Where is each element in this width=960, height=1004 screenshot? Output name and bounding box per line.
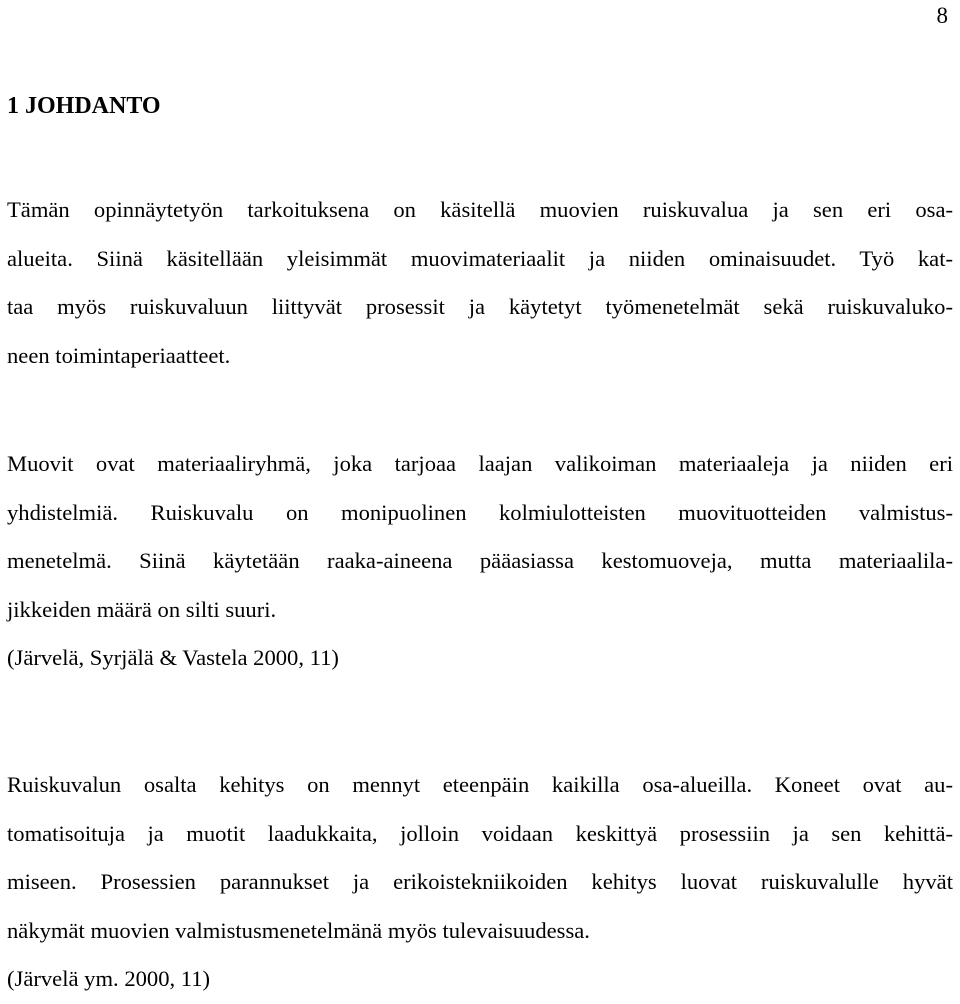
- paragraph-line: Muovit ovat materiaaliryhmä, joka tarjoaa laajan valikoiman materiaaleja ja niiden eri: [7, 451, 953, 476]
- citation: (Järvelä, Syrjälä & Vastela 2000, 11): [7, 645, 339, 671]
- paragraph-line: Ruiskuvalun osalta kehitys on mennyt eteenpäin kaikilla osa-alueilla. Koneet ovat au-: [7, 772, 953, 797]
- page-number: 8: [936, 3, 948, 28]
- paragraph-line: taa myös ruiskuvaluun liittyvät prosessit ja käytetyt työmenetelmät sekä ruiskuvaluko-: [7, 294, 953, 320]
- paragraph-line: tomatisoituja ja muotit laadukkaita, jolloin voidaan keskittyä prosessiin ja sen kehittä-: [7, 820, 953, 846]
- paragraph-development: [7, 761, 953, 1004]
- paragraph-line: yhdistelmiä. Ruiskuvalu on monipuolinen kolmiulotteisten muovituotteiden valmistus-: [7, 499, 953, 525]
- paragraph-line: alueita. Siinä käsitellään yleisimmät muovimateriaalit ja niiden ominaisuudet. Työ kat-: [7, 245, 953, 271]
- paragraph-line: Tämän opinnäytetyön tarkoituksena on käsitellä muovien ruiskuvalua ja sen eri osa-: [7, 197, 953, 222]
- paragraph-line: neen toimintaperiaatteet.: [7, 342, 231, 368]
- chapter-heading: 1 JOHDANTO: [7, 93, 161, 119]
- paragraph-materials: [7, 440, 953, 683]
- paragraph-line: näkymät muovien valmistusmenetelmänä myös tulevaisuudessa.: [7, 917, 590, 943]
- paragraph-line: jikkeiden määrä on silti suuri.: [7, 596, 277, 622]
- citation: (Järvelä ym. 2000, 11): [7, 966, 211, 992]
- paragraph-line: miseen. Prosessien parannukset ja erikoistekniikoiden kehitys luovat ruiskuvalulle hyvät: [7, 869, 953, 895]
- paragraph-line: menetelmä. Siinä käytetään raaka-aineena pääasiassa kestomuoveja, mutta materiaalila-: [7, 548, 953, 574]
- paragraph-introduction: [7, 186, 953, 380]
